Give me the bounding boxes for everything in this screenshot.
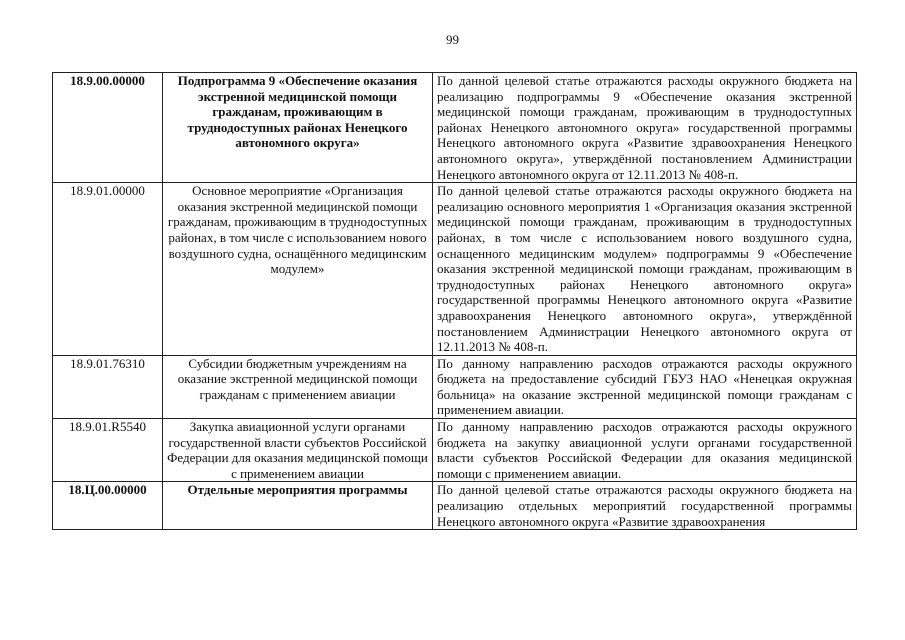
target-article-description: По данному направлению расходов отражаются расходы окружного бюджета на предоставление субсидий ГБУЗ НАО «Ненецкая окружная больница» на оказание экстренной медицинской помощи гражданам с применением авиации. — [433, 355, 857, 418]
target-article-description: По данной целевой статье отражаются расходы окружного бюджета на реализацию подпрограммы 9 «Обеспечение оказания экстренной медицинской помощи гражданам, проживающим в труднодоступных районах Ненецкого автономного округа» государственной программы Ненецкого автономного округа «Развитие здравоохранения Ненецкого автономного округа», утверждённой постановлением Администрации Ненецкого автономного округа от 12.11.2013 № 408-п. — [433, 73, 857, 183]
page-number: 99 — [446, 32, 459, 47]
target-article-name: Подпрограмма 9 «Обеспечение оказания экстренной медицинской помощи гражданам, проживающим в труднодоступных районах Ненецкого автономного округа» — [163, 73, 433, 183]
target-article-code: 18.9.01.76310 — [53, 355, 163, 418]
target-article-code: 18.9.00.00000 — [53, 73, 163, 183]
table-row — [53, 482, 857, 530]
table-row — [53, 73, 857, 183]
target-article-code: 18.9.01.00000 — [53, 183, 163, 356]
target-article-description: По данной целевой статье отражаются расходы окружного бюджета на реализацию основного мероприятия 1 «Организация оказания экстренной медицинской помощи гражданам, проживающим в труднодоступных районах, в том числе с использованием нового воздушного судна, оснащенного медицинским модулем» подпрограммы 9 «Обеспечение оказания экстренной медицинской помощи гражданам, проживающим в труднодоступных районах Ненецкого автономного округа» государственной программы Ненецкого автономного округа «Развитие здравоохранения Ненецкого автономного округа», утверждённой постановлением Администрации Ненецкого автономного округа от 12.11.2013 № 408-п. — [433, 183, 857, 356]
target-article-name: Основное мероприятие «Организация оказания экстренной медицинской помощи гражданам, проживающим в труднодоступных районах, в том числе с использованием нового воздушного судна, оснащённого медицинским модулем» — [163, 183, 433, 356]
budget-classification-table — [52, 72, 857, 530]
target-article-description: По данной целевой статье отражаются расходы окружного бюджета на реализацию отдельных мероприятий государственной программы Ненецкого автономного округа «Развитие здравоохранения — [433, 482, 857, 530]
target-article-name: Отдельные мероприятия программы — [163, 482, 433, 530]
target-article-description: По данному направлению расходов отражаются расходы окружного бюджета на закупку авиационной услуги органами государственной власти субъектов Российской Федерации для оказания медицинской помощи с применением авиации. — [433, 419, 857, 482]
target-article-name: Субсидии бюджетным учреждениям на оказание экстренной медицинской помощи гражданам с применением авиации — [163, 355, 433, 418]
target-article-name: Закупка авиационной услуги органами государственной власти субъектов Российской Федерации для оказания медицинской помощи с применением авиации — [163, 419, 433, 482]
table-row — [53, 419, 857, 482]
table-row — [53, 355, 857, 418]
target-article-code: 18.Ц.00.00000 — [53, 482, 163, 530]
target-article-code: 18.9.01.R5540 — [53, 419, 163, 482]
table-row — [53, 183, 857, 356]
